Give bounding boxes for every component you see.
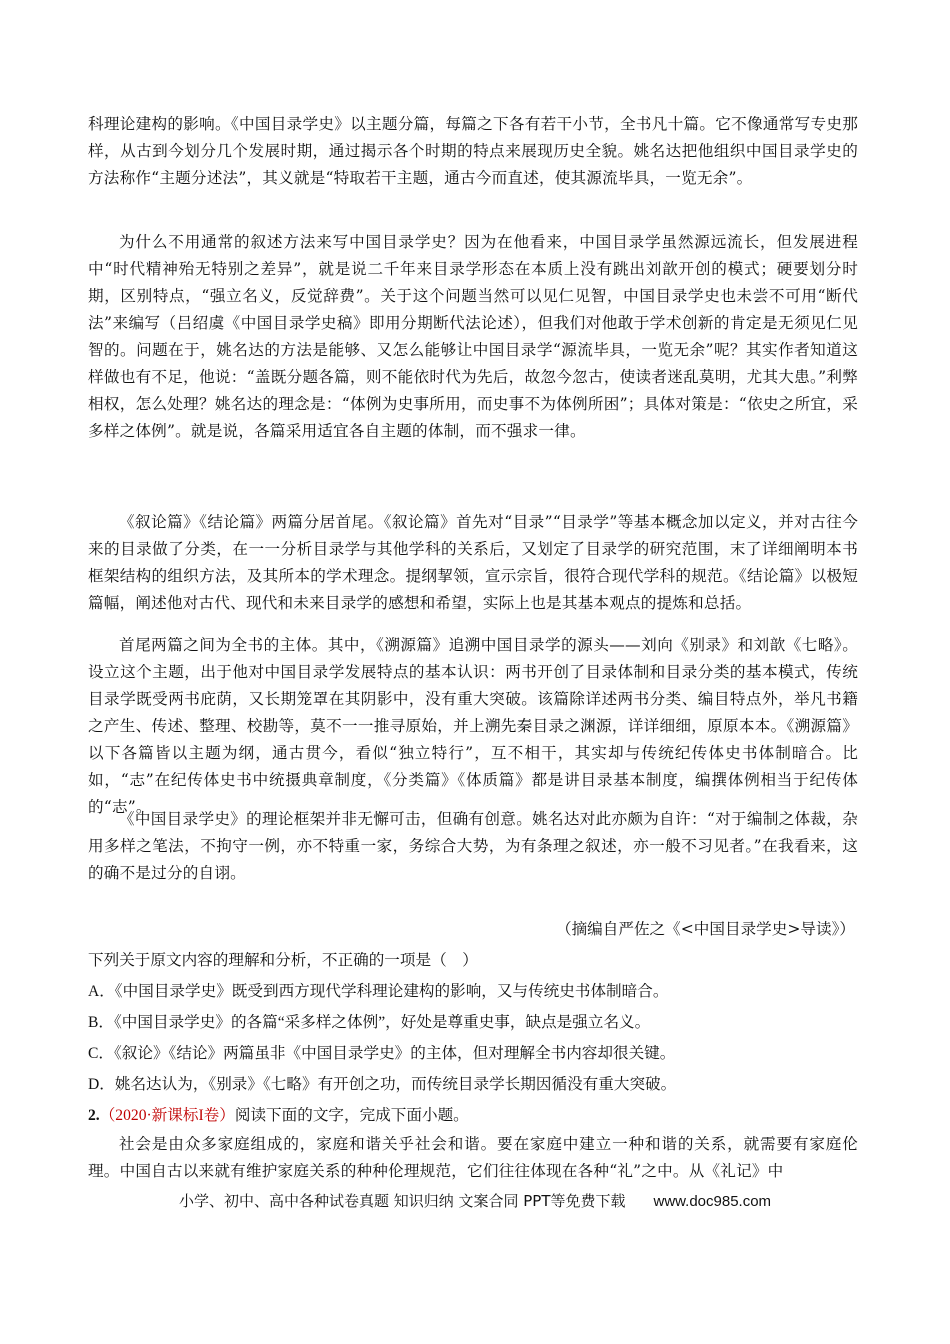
paragraph-3: 《叙论篇》《结论篇》两篇分居首尾。《叙论篇》首先对“目录”“目录学”等基本概念加以定义，并对古往今来的目录做了分类，在一一分析目录学与其他学科的关系后，又划定了目录学的研究范围，末了详细阐明本书框架结构的组织方法，及其所本的学术理念。提纲挈领，宣示宗旨，很符合现代学科的规范。《结论篇》以极短篇幅，阐述他对古代、现代和未来目录学的感想和希望，实际上也是其基本观点的提炼和总括。 bbox=[88, 513, 858, 612]
paragraph-1: 科理论建构的影响。《中国目录学史》以主题分篇，每篇之下各有若干小节，全书凡十篇。它不像通常写专史那样，从古到今划分几个发展时期，通过揭示各个时期的特点来展现历史全貌。姚名达把他组织中国目录学史的方法称作“主题分述法”，其义就是“特取若干主题，通古今而直述，使其源流毕具，一览无余”。 bbox=[88, 115, 858, 187]
question-instruction: 阅读下面的文字，完成下面小题。 bbox=[234, 1107, 469, 1124]
question-number: 2. bbox=[88, 1107, 100, 1124]
next-question-text: 社会是由众多家庭组成的，家庭和谐关乎社会和谐。要在家庭中建立一种和谐的关系，就需要有家庭伦理。中国自古以来就有维护家庭关系的种种伦理规范，它们往往体现在各种“礼”之中。从《礼记》中 bbox=[88, 1135, 858, 1180]
option-b: B．《中国目录学史》的各篇“采多样之体例”，好处是尊重史事，缺点是强立名义。 bbox=[88, 1014, 651, 1031]
option-c: C．《叙论》《结论》两篇虽非《中国目录学史》的主体，但对理解全书内容却很关键。 bbox=[88, 1045, 676, 1062]
footer-url[interactable]: www.doc985.com bbox=[653, 1193, 772, 1210]
paragraph-2: 为什么不用通常的叙述方法来写中国目录学史？因为在他看来，中国目录学虽然源远流长，但发展进程中“时代精神殆无特别之差异”，就是说二千年来目录学形态在本质上没有跳出刘歆开创的模式；硬要划分时期，区别特点，“强立名义，反觉辞费”。关于这个问题当然可以见仁见智，中国目录学史也未尝不可用“断代法”来编写（吕绍虞《中国目录学史稿》即用分期断代法论述），但我们对他敢于学术创新的肯定是无须见仁见智的。问题在于，姚名达的方法是能够、又怎么能够让中国目录学“源流毕具，一览无余”呢？其实作者知道这样做也有不足，他说：“盖既分题各篇，则不能依时代为先后，故忽今忽古，使读者迷乱莫明，尤其大患。”利弊相权，怎么处理？姚名达的理念是：“体例为史事所用，而史事不为体例所困”；具体对策是：“依史之所宜，采多样之体例”。就是说，各篇采用适宜各自主题的体制，而不强求一律。 bbox=[88, 233, 858, 440]
next-question-header bbox=[88, 1103, 868, 1125]
option-a: A．《中国目录学史》既受到西方现代学科理论建构的影响，又与传统史书体制暗合。 bbox=[88, 983, 669, 1000]
paragraph-4: 首尾两篇之间为全书的主体。其中，《溯源篇》追溯中国目录学的源头——刘向《别录》和刘歆《七略》。设立这个主题，出于他对中国目录学发展特点的基本认识：两书开创了目录体制和目录分类的基本模式，传统目录学既受两书庇荫，又长期笼罩在其阴影中，没有重大突破。该篇除详述两书分类、编目特点外，举凡书籍之产生、传述、整理、校勘等，莫不一一推寻原始，并上溯先秦目录之渊源，详详细细，原原本本。《溯源篇》以下各篇皆以主题为纲，通古贯今，看似“独立特行”，互不相干，其实却与传统纪传体史书体制暗合。比如，“志”在纪传体史书中统摄典章制度，《分类篇》《体质篇》都是讲目录基本制度，编撰体例相当于纪传体的“志”。 bbox=[88, 636, 858, 816]
footer bbox=[0, 1190, 950, 1211]
question-stem: 下列关于原文内容的理解和分析，不正确的一项是（ ） bbox=[88, 952, 478, 969]
question-source: （2020·新课标I卷） bbox=[99, 1107, 235, 1124]
footer-text: 小学、初中、高中各种试卷真题 知识归纳 文案合同 PPT等免费下载 bbox=[178, 1192, 626, 1210]
paragraph-5: 《中国目录学史》的理论框架并非无懈可击，但确有创意。姚名达对此亦颇为自许：“对于编制之体裁，杂用多样之笔法，不拘守一例，亦不特重一家，务综合大势，为有条理之叙述，亦一般不习见者。”在我看来，这的确不是过分的自诩。 bbox=[88, 810, 858, 882]
source-citation: （摘编自严佐之《<中国目录学史>导读》） bbox=[555, 920, 855, 938]
option-d: D．姚名达认为，《别录》《七略》有开创之功，而传统目录学长期因循没有重大突破。 bbox=[88, 1076, 677, 1093]
